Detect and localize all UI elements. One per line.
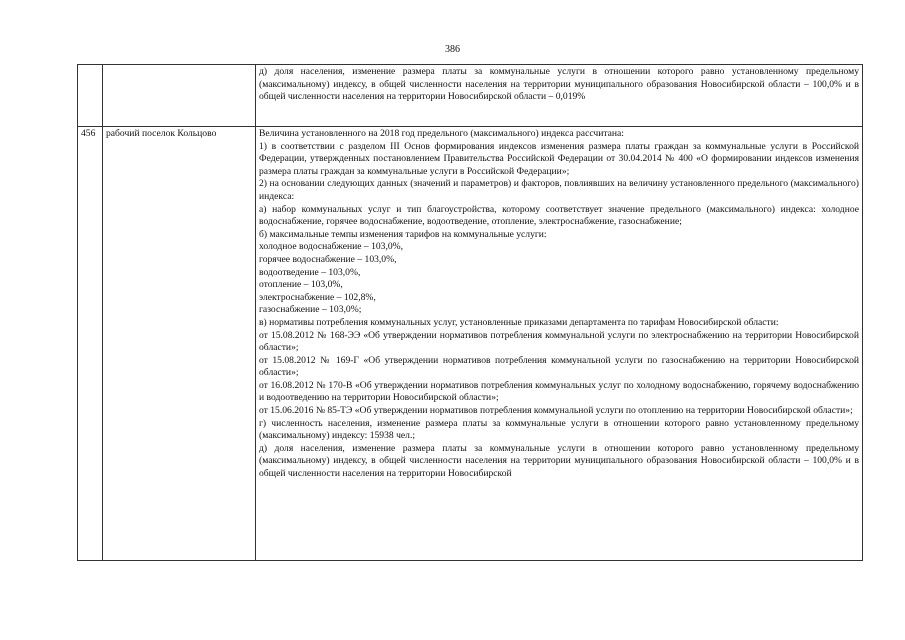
description-paragraph: в) нормативы потребления коммунальных услуг, установленные приказами департамента по тарифам Новосибирской области: [259,316,779,328]
description-paragraph: водоотведение – 103,0%, [259,266,361,278]
description-paragraph: газоснабжение – 103,0%; [259,304,362,316]
description-paragraph: горячее водоснабжение – 103,0%, [259,253,397,265]
page-number: 386 [445,44,460,55]
description-paragraph: 1) в соответствии с разделом III Основ формирования индексов изменения размера платы граждан за коммунальные услуги в Российской Федерации, утвержденных постановлением Правительства Российской Федерации от 30.04.2014 № 400 «О формировании индексов изменения размера платы граждан за коммунальные услуги в Российской Федерации»; [259,140,859,177]
description-paragraph: от 15.06.2016 № 85-ТЭ «Об утверждении нормативов потребления коммунальной услуги по отоплению на территории Новосибирской области»; [259,405,853,417]
description-paragraph: от 16.08.2012 № 170-В «Об утверждении нормативов потребления коммунальных услуг по холодному водоснабжению, горячему водоснабжению и водоотведению на территории Новосибирской области»; [259,379,859,404]
table-row [78,127,863,561]
municipality-name-cell [103,65,256,127]
description-paragraph: б) максимальные темпы изменения тарифов на коммунальные услуги: [259,228,547,240]
description-paragraph: 2) на основании следующих данных (значений и параметров) и факторов, повлиявших на величину установленного предельного (максимального) индекса: [259,178,859,202]
row-number-cell [78,65,103,127]
description-paragraph: от 15.08.2012 № 169-Г «Об утверждении нормативов потребления коммунальной услуги по газоснабжению на территории Новосибирской области»; [259,354,859,379]
table-body [78,65,863,561]
description-paragraph: электроснабжение – 102,8%, [259,291,376,303]
description-paragraph: а) набор коммунальных услуг и тип благоустройства, которому соответствует значение предельного (максимального) индекса: холодное водоснабжение, горячее водоснабжение, водоотведение, отопление, электроснабжение, газоснабжение; [259,203,859,228]
description-cell [256,65,863,127]
description-cell [256,127,863,561]
description-paragraph: отопление – 103,0%, [259,279,343,291]
table-row [78,65,863,127]
row-number-cell: 456 [78,127,103,561]
document-table [77,64,863,561]
description-paragraph: холодное водоснабжение – 103,0%, [259,241,404,253]
description-paragraph: Величина установленного на 2018 год предельного (максимального) индекса рассчитана: [259,128,624,139]
description-paragraph: от 15.08.2012 № 168-ЭЭ «Об утверждении нормативов потребления коммунальной услуги по электроснабжению на территории Новосибирской области»; [259,329,859,354]
description-paragraph: д) доля населения, изменение размера платы за коммунальные услуги в отношении которого равно установленному предельному (максимальному) индексу, в общей численности населения на территории муниципального образования Новосибирской области – 100,0% и в общей численности населения на территории Новосибирской области – 0,019% [259,66,859,103]
description-paragraph: д) доля населения, изменение размера платы за коммунальные услуги в отношении которого равно установленному предельному (максимальному) индексу, в общей численности населения на территории муниципального образования Новосибирской области – 100,0% и в общей численности населения на территории Новосибирской [259,442,859,480]
municipality-name-cell: рабочий поселок Кольцово [103,127,256,561]
description-paragraph: г) численность населения, изменение размера платы за коммунальные услуги в отношении которого равно установленному предельному (максимальному) индексу: 15938 чел.; [259,417,859,442]
